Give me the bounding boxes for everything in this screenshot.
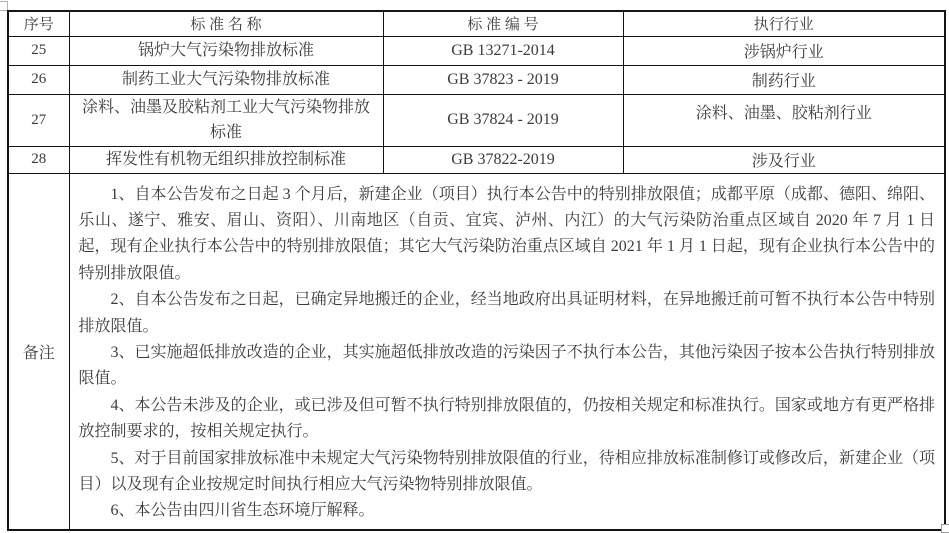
table-resize-handle-icon[interactable] — [941, 524, 949, 533]
cell-industry: 涉锅炉行业 — [623, 36, 945, 65]
cell-industry: 制药行业 — [623, 65, 945, 94]
cell-serial-number: 25 — [8, 36, 69, 65]
cell-standard-name: 制药工业大气污染物排放标准 — [69, 65, 383, 94]
cell-standard-code: GB 37823 - 2019 — [383, 65, 623, 94]
remarks-paragraph-4: 4、本公告未涉及的企业，或已涉及但可暂不执行特别排放限值的，仍按相关规定和标准执行。国家或地方有更严格排放控制要求的，按相关规定执行。 — [78, 396, 935, 441]
cell-serial-number: 26 — [8, 65, 69, 94]
remarks-paragraph-2: 2、自本公告发布之日起，已确定异地搬迁的企业，经当地政府出具证明材料，在异地搬迁前可暂不执行本公告中特别排放限值。 — [78, 291, 935, 335]
cell-standard-name: 挥发性有机物无组织排放控制标准 — [69, 146, 383, 173]
remarks-row — [8, 173, 945, 530]
cell-standard-code: GB 37824 - 2019 — [383, 94, 623, 146]
cell-industry: 涉及行业 — [623, 146, 945, 173]
cell-industry: 涂料、油墨、胶粘剂行业 — [623, 94, 945, 146]
remarks-label: 备注 — [8, 173, 69, 530]
header-serial-number: 序号 — [8, 11, 69, 36]
table-row — [8, 94, 945, 146]
table-header-row — [8, 11, 945, 36]
cell-standard-name: 涂料、油墨及胶粘剂工业大气污染物排放标准 — [69, 94, 383, 146]
header-standard-code: 标 准 编 号 — [383, 11, 623, 36]
cell-serial-number: 28 — [8, 146, 69, 173]
table-row — [8, 65, 945, 94]
table-row — [8, 146, 945, 173]
cell-serial-number: 27 — [8, 94, 69, 146]
remarks-paragraph-1: 1、自本公告发布之日起 3 个月后，新建企业（项目）执行本公告中的特别排放限值；成都平原（成都、德阳、绵阳、乐山、遂宁、雅安、眉山、资阳）、川南地区（自贡、宜宾、泸州、内江）的大气污染防治重点区域自 2020 年 7 月 1 日起，现有企业执行本公告中的特别排放限值；其它大气污染防治重点区域自 2021 年 1 月 1 日起，现有企业执行本公告中的特别排放限值。 — [78, 185, 935, 282]
cell-standard-code: GB 13271-2014 — [383, 36, 623, 65]
remarks-paragraph-3: 3、已实施超低排放改造的企业，其实施超低排放改造的污染因子不执行本公告，其他污染因子按本公告执行特别排放限值。 — [78, 343, 935, 388]
emission-standards-table — [7, 10, 946, 531]
remarks-paragraph-5: 5、对于目前国家排放标准中未规定大气污染物特别排放限值的行业，待相应排放标准制修订或修改后，新建企业（项目）以及现有企业按规定时间执行相应大气污染物特别排放限值。 — [78, 449, 935, 493]
table-row — [8, 36, 945, 65]
header-standard-name: 标 准 名 称 — [69, 11, 383, 36]
cell-standard-code: GB 37822-2019 — [383, 146, 623, 173]
header-industry: 执行行业 — [623, 11, 945, 36]
remarks-content — [69, 173, 945, 530]
cell-standard-name: 锅炉大气污染物排放标准 — [69, 36, 383, 65]
remarks-paragraph-6: 6、本公告由四川省生态环境厅解释。 — [110, 502, 375, 520]
